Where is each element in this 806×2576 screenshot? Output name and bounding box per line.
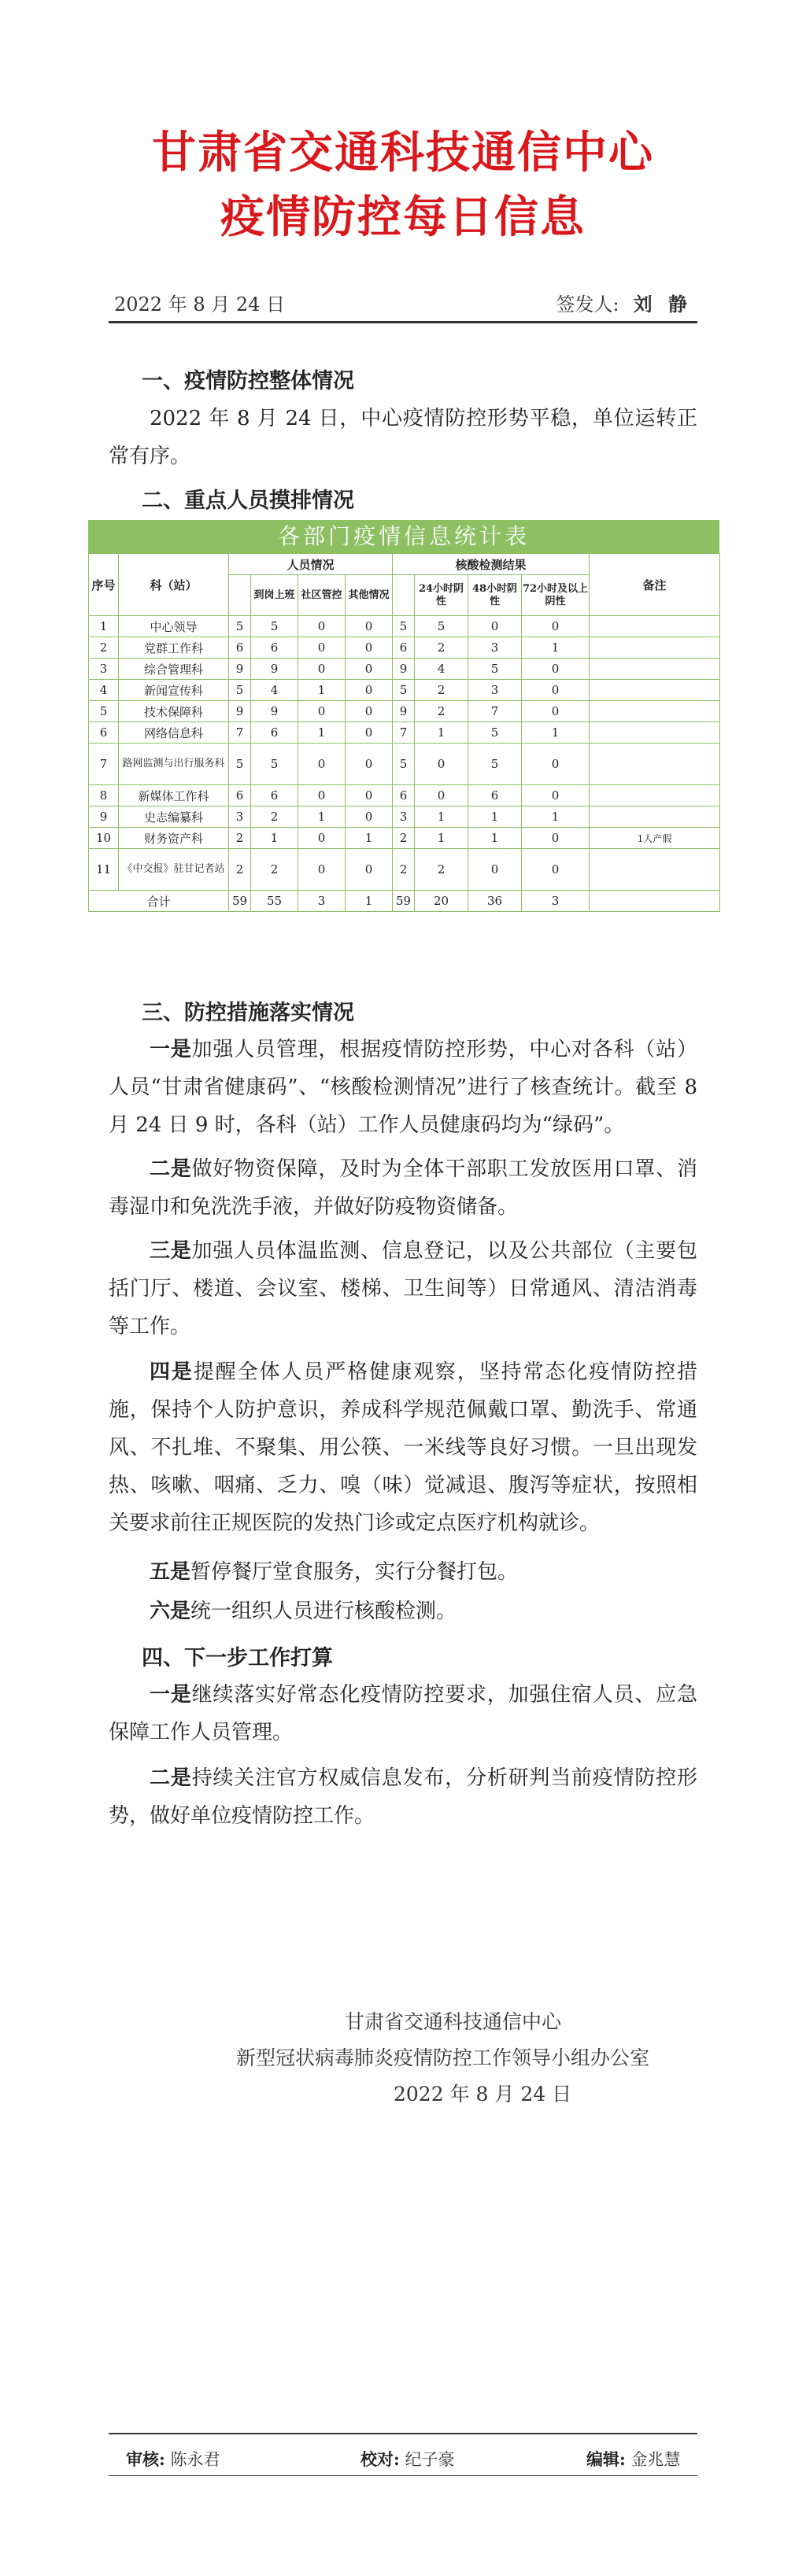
issue-date: 2022 年 8 月 24 日 xyxy=(114,293,286,316)
cell-community: 0 xyxy=(298,637,346,659)
cell-h24: 2 xyxy=(415,701,468,722)
cell-h48: 0 xyxy=(468,849,522,891)
cell-note xyxy=(590,637,720,659)
section1-heading: 一、疫情防控整体情况 xyxy=(142,369,354,393)
cell-note xyxy=(590,616,720,637)
cell-other: 0 xyxy=(346,616,393,637)
col-total-header xyxy=(229,575,251,616)
org-title: 甘肃省交通科技通信中心 xyxy=(152,127,654,179)
cell-total: 6 xyxy=(229,637,251,659)
cell-note xyxy=(590,849,720,891)
section3-item-6-text: 统一组织人员进行核酸检测。 xyxy=(190,1600,457,1623)
cell-h24: 0 xyxy=(415,785,468,806)
cell-h72: 0 xyxy=(522,701,590,722)
table-title: 各部门疫情信息统计表 xyxy=(88,520,719,553)
cell-note xyxy=(590,744,720,785)
table-row xyxy=(89,785,720,806)
cell-h24: 1 xyxy=(415,722,468,744)
cell-dept: 网络信息科 xyxy=(119,722,229,744)
table-row xyxy=(89,744,720,785)
cell-dept: 党群工作科 xyxy=(119,637,229,659)
cell-test-total: 2 xyxy=(393,828,415,849)
cell-other: 0 xyxy=(346,806,393,828)
table-row xyxy=(89,701,720,722)
cell-total: 9 xyxy=(229,701,251,722)
cell-onsite: 5 xyxy=(251,616,298,637)
section3-item-1-text: 加强人员管理，根据疫情防控形势，中心对各科（站）人员“甘肃省健康码”、“核酸检测情况”进行了核查统计。截至 8 月 24 日 9 时，各科（站）工作人员健康码均为“绿码”。 xyxy=(109,1038,697,1137)
header-divider xyxy=(109,321,697,323)
col-note-header: 备注 xyxy=(590,554,720,616)
cell-other: 0 xyxy=(346,849,393,891)
cell-total: 5 xyxy=(229,680,251,701)
table-row xyxy=(89,680,720,701)
cell-no: 2 xyxy=(89,637,119,659)
cell-no: 4 xyxy=(89,680,119,701)
table-row xyxy=(89,637,720,659)
section4-item-2-text: 持续关注官方权威信息发布，分析研判当前疫情防控形势，做好单位疫情防控工作。 xyxy=(109,1766,697,1828)
section4-item-1-text: 继续落实好常态化疫情防控要求，加强住宿人员、应急保障工作人员管理。 xyxy=(109,1683,697,1744)
section3-item-1-lead: 一是 xyxy=(150,1038,192,1061)
cell-community: 1 xyxy=(298,806,346,828)
cell-dept: 路网监测与出行服务科 xyxy=(119,744,229,785)
table-row xyxy=(89,849,720,891)
col-h24-header: 24小时阴性 xyxy=(415,575,468,616)
cell-dept: 财务资产科 xyxy=(119,828,229,849)
section4-item-1 xyxy=(109,1676,697,1751)
cell-note xyxy=(590,785,720,806)
cell-h72: 0 xyxy=(522,849,590,891)
cell-community: 1 xyxy=(298,680,346,701)
cell-community: 1 xyxy=(298,722,346,744)
table-row xyxy=(89,722,720,744)
total-h48: 36 xyxy=(468,891,522,912)
cell-note xyxy=(590,659,720,680)
cell-onsite: 5 xyxy=(251,744,298,785)
footer-proof xyxy=(360,2447,454,2471)
cell-h72: 0 xyxy=(522,659,590,680)
cell-community: 0 xyxy=(298,828,346,849)
stats-table-block xyxy=(88,520,719,912)
cell-onsite: 2 xyxy=(251,806,298,828)
cell-total: 9 xyxy=(229,659,251,680)
cell-other: 1 xyxy=(346,828,393,849)
cell-no: 6 xyxy=(89,722,119,744)
section3-item-3-text: 加强人员体温监测、信息登记，以及公共部位（主要包括门厅、楼道、会议室、楼梯、卫生间等）日常通风、清洁消毒等工作。 xyxy=(109,1239,697,1338)
col-dept-header: 科（站） xyxy=(119,554,229,616)
total-h24: 20 xyxy=(415,891,468,912)
total-label: 合计 xyxy=(89,891,229,912)
cell-test-total: 2 xyxy=(393,849,415,891)
section3-item-3 xyxy=(109,1232,697,1345)
cell-other: 0 xyxy=(346,659,393,680)
cell-h24: 5 xyxy=(415,616,468,637)
cell-dept: 史志编纂科 xyxy=(119,806,229,828)
cell-onsite: 6 xyxy=(251,637,298,659)
table-row xyxy=(89,828,720,849)
cell-test-total: 6 xyxy=(393,637,415,659)
cell-onsite: 6 xyxy=(251,785,298,806)
proof-label: 校对: xyxy=(360,2449,400,2469)
total-note xyxy=(590,891,720,912)
cell-note xyxy=(590,722,720,744)
cell-test-total: 7 xyxy=(393,722,415,744)
cell-h24: 2 xyxy=(415,637,468,659)
cell-h48: 1 xyxy=(468,806,522,828)
edit-name: 金兆慧 xyxy=(630,2450,681,2469)
cell-other: 0 xyxy=(346,637,393,659)
cell-test-total: 5 xyxy=(393,744,415,785)
cell-h48: 0 xyxy=(468,616,522,637)
cell-note xyxy=(590,806,720,828)
cell-other: 0 xyxy=(346,722,393,744)
col-onsite-header: 到岗上班 xyxy=(251,575,298,616)
cell-no: 7 xyxy=(89,744,119,785)
cell-h48: 3 xyxy=(468,680,522,701)
table-row xyxy=(89,616,720,637)
cell-h24: 1 xyxy=(415,806,468,828)
cell-test-total: 9 xyxy=(393,659,415,680)
stats-table xyxy=(88,553,720,912)
cell-onsite: 9 xyxy=(251,659,298,680)
section4-item-2-lead: 二是 xyxy=(150,1766,192,1790)
cell-community: 0 xyxy=(298,701,346,722)
total-onsite: 55 xyxy=(251,891,298,912)
group-test-header: 核酸检测结果 xyxy=(393,554,590,575)
cell-community: 0 xyxy=(298,744,346,785)
total-other: 1 xyxy=(346,891,393,912)
cell-total: 5 xyxy=(229,744,251,785)
section2-heading: 二、重点人员摸排情况 xyxy=(142,489,354,513)
cell-dept: 新媒体工作科 xyxy=(119,785,229,806)
cell-total: 7 xyxy=(229,722,251,744)
section3-item-2-lead: 二是 xyxy=(150,1157,192,1181)
cell-h48: 3 xyxy=(468,637,522,659)
section1-text: 2022 年 8 月 24 日，中心疫情防控形势平稳，单位运转正常有序。 xyxy=(109,407,697,468)
cell-h48: 5 xyxy=(468,744,522,785)
cell-no: 1 xyxy=(89,616,119,637)
section3-item-4 xyxy=(109,1353,697,1542)
cell-note: 1人产假 xyxy=(590,828,720,849)
section3-item-1 xyxy=(109,1031,697,1144)
signer-label: 签发人: xyxy=(556,293,619,316)
footer-review xyxy=(126,2447,220,2471)
cell-test-total: 3 xyxy=(393,806,415,828)
section3-item-3-lead: 三是 xyxy=(150,1239,192,1263)
section3-item-5 xyxy=(109,1553,697,1591)
signature-org: 甘肃省交通科技通信中心 xyxy=(345,2010,562,2033)
cell-other: 0 xyxy=(346,680,393,701)
cell-h72: 0 xyxy=(522,785,590,806)
cell-dept: 新闻宣传科 xyxy=(119,680,229,701)
section3-item-4-text: 提醒全体人员严格健康观察，坚持常态化疫情防控措施，保持个人防护意识，养成科学规范佩戴口罩、勤洗手、常通风、不扎堆、不聚集、用公筷、一米线等良好习惯。一旦出现发热、咳嗽、咽痛、乏力、嗅（味）觉减退、腹泻等症状，按照相关要求前往正规医院的发热门诊或定点医疗机构就诊。 xyxy=(109,1360,697,1535)
cell-test-total: 6 xyxy=(393,785,415,806)
total-community: 3 xyxy=(298,891,346,912)
cell-h24: 0 xyxy=(415,744,468,785)
section3-item-6-lead: 六是 xyxy=(150,1600,191,1623)
cell-community: 0 xyxy=(298,849,346,891)
col-h48-header: 48小时阴性 xyxy=(468,575,522,616)
cell-h48: 5 xyxy=(468,659,522,680)
table-row xyxy=(89,659,720,680)
section3-item-5-text: 暂停餐厅堂食服务，实行分餐打包。 xyxy=(190,1560,519,1584)
cell-community: 0 xyxy=(298,616,346,637)
review-name: 陈永君 xyxy=(170,2450,220,2469)
cell-h24: 1 xyxy=(415,828,468,849)
review-label: 审核: xyxy=(126,2449,165,2469)
signature-date: 2022 年 8 月 24 日 xyxy=(394,2083,572,2105)
table-body xyxy=(89,616,720,912)
proof-name: 纪子豪 xyxy=(405,2450,455,2469)
edit-label: 编辑: xyxy=(586,2449,626,2469)
cell-no: 3 xyxy=(89,659,119,680)
cell-h72: 1 xyxy=(522,722,590,744)
cell-no: 5 xyxy=(89,701,119,722)
footer-top-rule xyxy=(109,2433,697,2434)
cell-no: 11 xyxy=(89,849,119,891)
cell-h72: 0 xyxy=(522,680,590,701)
cell-h48: 5 xyxy=(468,722,522,744)
footer-bottom-rule xyxy=(109,2475,697,2476)
cell-h48: 1 xyxy=(468,828,522,849)
cell-test-total: 5 xyxy=(393,616,415,637)
section4-heading: 四、下一步工作打算 xyxy=(142,1646,333,1670)
section4-item-1-lead: 一是 xyxy=(150,1683,192,1707)
cell-no: 8 xyxy=(89,785,119,806)
cell-h48: 7 xyxy=(468,701,522,722)
col-community-header: 社区管控 xyxy=(298,575,346,616)
footer-edit xyxy=(586,2447,680,2471)
cell-h72: 0 xyxy=(522,616,590,637)
section3-item-2-text: 做好物资保障，及时为全体干部职工发放医用口罩、消毒湿巾和免洗洗手液，并做好防疫物资储备。 xyxy=(109,1157,697,1219)
cell-h24: 4 xyxy=(415,659,468,680)
section3-item-2 xyxy=(109,1150,697,1226)
cell-h24: 2 xyxy=(415,680,468,701)
total-total: 59 xyxy=(229,891,251,912)
cell-h72: 1 xyxy=(522,637,590,659)
cell-total: 2 xyxy=(229,828,251,849)
cell-onsite: 1 xyxy=(251,828,298,849)
cell-onsite: 6 xyxy=(251,722,298,744)
col-other-header: 其他情况 xyxy=(346,575,393,616)
cell-dept: 《中交报》驻甘记者站 xyxy=(119,849,229,891)
cell-dept: 中心领导 xyxy=(119,616,229,637)
cell-dept: 技术保障科 xyxy=(119,701,229,722)
doc-title: 疫情防控每日信息 xyxy=(220,192,586,243)
col-h72-header: 72小时及以上阴性 xyxy=(522,575,590,616)
signature-office: 新型冠状病毒肺炎疫情防控工作领导小组办公室 xyxy=(236,2046,650,2069)
signer-block xyxy=(556,289,692,316)
group-people-header: 人员情况 xyxy=(229,554,393,575)
cell-other: 0 xyxy=(346,701,393,722)
table-row xyxy=(89,806,720,828)
cell-dept: 综合管理科 xyxy=(119,659,229,680)
table-total-row xyxy=(89,891,720,912)
cell-note xyxy=(590,701,720,722)
cell-total: 2 xyxy=(229,849,251,891)
section4-item-2 xyxy=(109,1759,697,1835)
cell-other: 0 xyxy=(346,744,393,785)
cell-note xyxy=(590,680,720,701)
cell-h24: 2 xyxy=(415,849,468,891)
cell-community: 0 xyxy=(298,785,346,806)
cell-test-total: 5 xyxy=(393,680,415,701)
signer-name: 刘 静 xyxy=(633,293,692,316)
cell-onsite: 4 xyxy=(251,680,298,701)
section3-item-6 xyxy=(109,1592,697,1630)
cell-onsite: 9 xyxy=(251,701,298,722)
cell-community: 0 xyxy=(298,659,346,680)
cell-total: 3 xyxy=(229,806,251,828)
cell-onsite: 2 xyxy=(251,849,298,891)
col-test-total-header xyxy=(393,575,415,616)
cell-total: 6 xyxy=(229,785,251,806)
cell-test-total: 9 xyxy=(393,701,415,722)
total-test-total: 59 xyxy=(393,891,415,912)
cell-no: 9 xyxy=(89,806,119,828)
cell-total: 5 xyxy=(229,616,251,637)
total-h72: 3 xyxy=(522,891,590,912)
section3-heading: 三、防控措施落实情况 xyxy=(142,1001,354,1025)
col-no-header: 序号 xyxy=(89,554,119,616)
cell-h48: 6 xyxy=(468,785,522,806)
cell-h72: 1 xyxy=(522,806,590,828)
cell-no: 10 xyxy=(89,828,119,849)
cell-other: 0 xyxy=(346,785,393,806)
cell-h72: 0 xyxy=(522,828,590,849)
section3-item-5-lead: 五是 xyxy=(150,1560,191,1584)
cell-h72: 0 xyxy=(522,744,590,785)
section3-item-4-lead: 四是 xyxy=(150,1360,194,1384)
